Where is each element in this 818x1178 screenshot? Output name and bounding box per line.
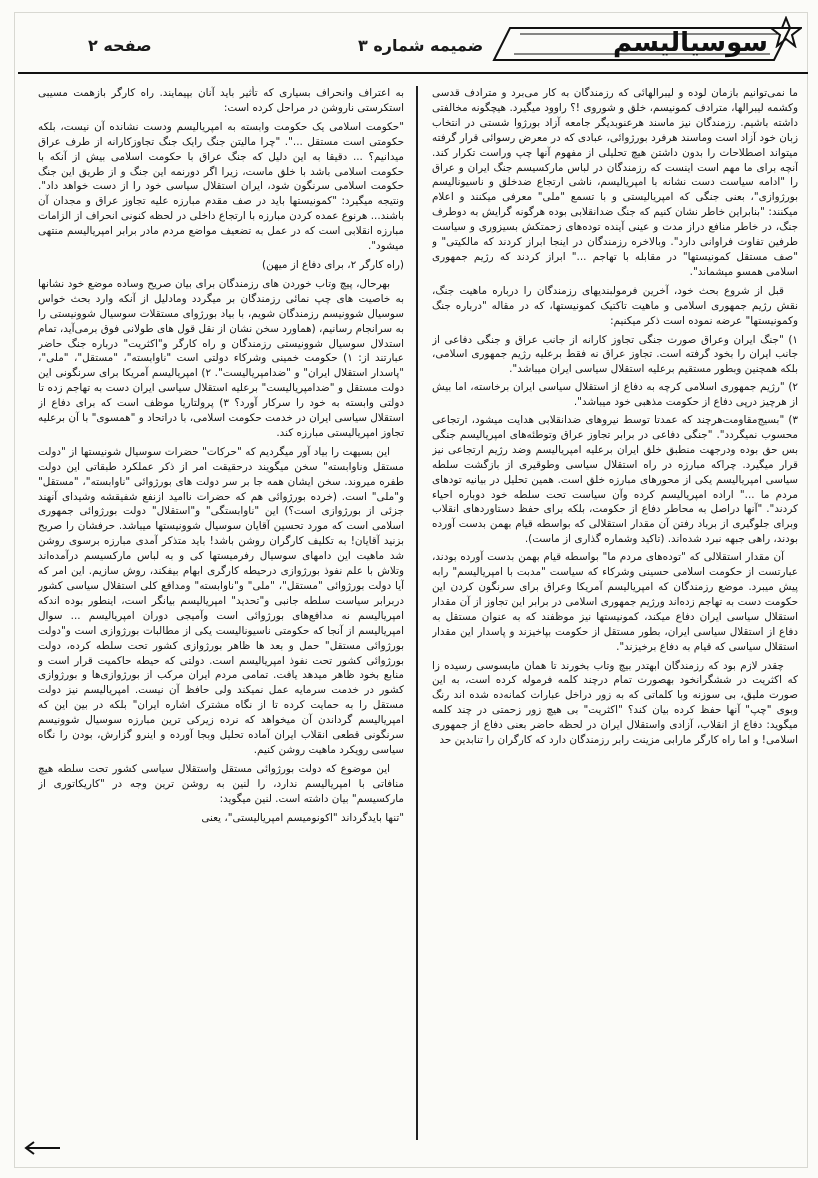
left-paragraph-2: بهرحال، پیچ وتاب خوردن های رزمندگان برای بیان صریح وساده موضع خود نشانها به خاصیت های چپ نمائی رزمندگان بر میگردد ومادلیل از آنکه وارد بحث خواس سوسیال شوونیسم رزمندگان شویم، با بیاد بورژوای مستقلات سوسیال شوونیستی را به سرانجام رسانیم، (هماورد سخن نشان از نقل قول های طولانی فوق برمی‌آید، تمام استدلال سوسیال شوونیستی رزمندگان و راه کارگر و"اکثریت" درباره جنگ حاضر عبارتند از: ۱) حکومت خمینی وشرکاء دولتی است "ناوابسته"، "مستقل"، "ملی"، "پاسدار استقلال ایران" و "ضدامپریالیست". ۲) امپریالیسم آمریکا برای سرنگونی این دولت مستقل و "ضدامپریالیست" برعلیه استقلال سیاسی ایران دست به تهاجم زده تا دولتی وابسته به خود را سرکار آورد؟ ۳) پرولتاریا موظف است که برای دفاع از استقلال سیاسی ایران در خدمت حکومت اسلامی، با دراتحاد و "همسوی" با آن برعلیه تجاوز امپریالیستی مبارزه کند. — [38, 277, 404, 439]
left-column — [38, 86, 404, 1140]
right-list-item-2: ۲) "رژیم جمهوری اسلامی کرچه به دفاع از استقلال سیاسی ایران برخاسته، اما بیش از هرچیز درپی دفاع از حکومت مذهبی خود میباشد". — [432, 381, 798, 409]
left-citation: (راه کارگر ۲، برای دفاع از میهن) — [262, 258, 404, 271]
masthead-title: سوسیالیسم — [612, 28, 768, 58]
right-paragraph-1: ما نمی‌توانیم بازمان لوده و لیبرالهائی که رزمندگان به کار می‌برد و متراد‌ف قدسی وکشمه لیبرالها، مترادف کمونیسم، خلق و شوروی !؟ راوود میگیرد. هیچگونه مخالفتی داشته باشیم. رزمندگان نیز ماسند هرعنوبدیگر جامعه آزاد بورژوا شستی در انتخاب زبان خود آزاد است وماسند هرفرد بورژوائی، عبادی که در معرض رسوائی قرار گرفته میتواند اصطلاحات را بدون داشتن هیچ تحلیلی از مفهوم آنها چپ وراست تکرار کند. آنچه برای ما مهم است اینست که رزمندگان در لباس مارکسیسم جنگ ایران و عراق را "ادامه سیاست دست نشانه با امپریالیسم، ناشی ارتجاع ضدخلق و ناسیونالیسم بورژوازی"، بعنی جنگی که امپریالیستی و با تسمع "ملی" معرفی میکنند و اعلام میکنند: "بنابراین خاطر نشان کنیم که جنگ ضدانقلابی بوده هرگونه گرایش به دوطرف جنگ، در خاطر منافع دراز مدت و عینی آینده توده‌های زحمتکش بسیزوری و سیاست طرفین تفاوت فراوانی دارد". وبالاخره رزمندگان در اینجا ابراز کردند که مالکیتی" و "صف مستقل کمونیستها" در مقابله با تهاجم ..." ابراز کردند که رژیم جمهوری اسلامی همسو میشماند". — [432, 87, 798, 278]
right-paragraph-2: قبل از شروع بحث خود، آخرین فرمولبندیهای رزمندگان را درباره ماهیت جنگ، نقش رژیم جمهوری اسلامی و ماهیت تاکتیک کمونیستها، که در مقاله "درباره جنگ وکمونیستها" عرضه نموده است ذکر میکنیم: — [432, 284, 798, 327]
right-paragraph-3: آن مقدار استقلالی که "توده‌های مردم ما" بواسطه قیام بهمن بدست آورده بودند، عبارتست از حکومت اسلامی حسینی وشرکاء که سیاست "مدبت با امپریالیسم" رابه پیش میبرد. موضع رزمندگان که امپریالیسم آمریکا وعراق برای سرنگون کردن این حکومت دست به تهاجم زده‌اند ورژیم جمهوری اسلامی در برابر این تجاوز از آن مقدار استقلال سیاسی ایران دفاع میکند، کمونیستها نیز موظفند که به عنوان مستقل به دفاع از استقلال سیاسی ایران، بطور مستقل از حکومت بپاخیزند و پاسدار این مقدار استقلال سیاسی که قیام به دفاع برخیزند". — [432, 551, 798, 653]
right-paragraph-4: چقدر لازم بود که رزمندگان ابهتدر بیچ وتاب بخورند تا همان مابسوسی رسیده زا که اکثریت در ششگرانخود بهصورت تمام درچند کلمه فرموله کرده است، به این صورت ملیق، بی سوزنه وبا کلماتی که به زور دراخل عبارات کمانه‌ده شده اند رنگ وبوی "چپ" آنها حفظ کرده بیان کند؟ "اکثریت" بی هیچ زور زحمتی در چند کلمه میگوید: دفاع از انقلاب، آزادی واستقلال ایران در لحظه حاضر بعنی دفاع از جمهوری اسلامی! و اما راه کارگر مارابی مزینت رابر رزمندگان دارد که کارگران را تنابدین حد — [432, 659, 798, 747]
header-rule — [18, 72, 808, 74]
article-columns — [32, 86, 802, 1140]
left-quote-1: "حکومت اسلامی یک حکومت وابسته به امپریالیسم ودست نشانده آن نیست، بلکه حکومتی است مستقل ...". "چرا مالیتن جنگ رایک جنگ تجاوزکارانه از طرف عراق میدانیم؟ ... دقیقا به این دلیل که جنگ عراق با حکومت اسلامی بیش از آنکه با حکومت اسلامی باشد با خلق ماست، زیرا اگر دورنمه این جنگ و از طریق این جنگ حکومت اسلامی سرنگون شود، ایران استقلال سیاسی خود را از دست خواهد داد". ونتیجه میگیرد: "کمونیستها باید در صف مقدم مبارزه علیه تجاوز عراق و مجدان آن باشند... هرنوع عمده کردن مبارزه با ارتجاع داخلی در لحظه کنونی انحراف از الزامات مبارزه انقلابی است که در عمل به تضعیف مواضع مردم مادر برابر امپریالیسم منتهی میشود". — [38, 120, 404, 253]
right-list-item-3: ۳) "بسیج‌مقاومت‌هرچند که عمدتا توسط نیروهای ضدانقلابی هدایت میشود، ارتجاعی محسوب نمیگردد". "جنگی دفاعی در برابر تجاوز عراق وتوطئه‌های امپریالیسم جنگی بس حق بوده ودرجهت منطبق خلق ایران برعلیه امپریالیسم وضد رژیم ارتجاعی نیز قرار میگیرد. چراکه مبارزه در راه استقلال سیاسی وطوقیری از بازگشت سلطه سیاسی امپریالیسم یکی از محورهای مبارزه خلق است. همین تحلیل در بیانیه تودهای مردم ما ..." اراده امپریالیسم کرده وآن سیاست تحت سلطه خود دوباره احیاء کردند". "آنها دراصل به محاطر دفاع از حکومت، بلکه برای حفظ دستاوردهای انقلاب وبرای جلوگیری از برباد رفتن آن مقدار استقلالی که بواسطه قیام بهمن بدست آورده بودند، راهی جبهه نبرد شده‌اند. (تاکید وشماره گذاری از ماست). — [432, 414, 798, 546]
page-number-label: صفحه ۲ — [88, 36, 152, 55]
column-divider — [416, 86, 418, 1140]
left-quote-2: "تنها بایدگرداند "اکونومیسم امپریالیستی"، یعنی — [201, 811, 404, 824]
issue-label: ضمیمه شماره ۳ — [358, 36, 484, 55]
page-header — [18, 14, 808, 76]
right-list-item-1: ۱) "جنگ ایران وعراق صورت جنگی تجاوز کارانه از جانب عراق و جنگی دفاعی از جانب ایران را بخود گرفته است. تجاوز عراق نه فقط برعلیه رژیم جمهوری اسلامی، بلکه همچنین وبطور مستقیم برعلیه استقلال سیاسی ایران میباشد". — [432, 333, 798, 376]
continuation-arrow-icon — [22, 1140, 62, 1156]
right-column — [432, 86, 798, 1140]
left-paragraph-1: به اعتراف وانحراف بسیاری که تأثیر باید آنان بپیمایند. راه کارگر بازهمت مسیبی استکرستی ناروشن در مراحل کرده است: — [38, 87, 404, 114]
star-icon — [770, 16, 802, 48]
left-paragraph-4: این موضوع که دولت بورژوائی مستقل واستقلال سیاسی کشور تحت سلطه هیچ منافاتی با امپریالیسم ندارد، را لنین به روشن ترین وجه در "کاریکاتوری از مارکسیسم" بیان داشته است. لنین میگوید: — [38, 762, 404, 805]
left-paragraph-3: این بسیهت را بیاد آور میگردیم که "حرکات" حضرات سوسیال شونیستها از "دولت مستقل وناوابسته" سخن میگویند درحقیقت امر از ذکر عملکرد طبقاتی این دولت طفره میروند. سخن ایشان همه جا بر سر دولت های بورژوائی "ناوابسته"، "مستقل" و"ملی" است. (خرده بورژوائی هم که حضرات ناامید ازنفع شفیقشه وشیدای آنهند جزئی از بورژوازی است؟) این "ناوابستگی" و"استقلال" دولت بورژوائی جمهوری اسلامی است که مورد تحسین آقایان سوسیال شوونیستها میباشد. حرفشان را صریح بزنید آقایان! به تکلیف کارگران روشن باشد! باید متذکر آمدی مبارزه برسوی روشن شد ماهیت این دامهای سوسیال رفرمیستها کی و به لباس مارکسیسم درآمده‌اند وتلاش با علم نفوذ بورژوازی درحیطه کارگری ابهام بیفکند، روش سازیم. این امر که آیا دولت بورژوائی "مستقل"، "ملی" و"ناوابسته" ومدافع کلی استقلال سیاسی کشور دربرابر سیاست سلطه جانبی و"تحدید" امپریالیسم بیانگر است، اینطور بوده اندکه امپریالیسم نه مدافع‌های بورژوائی است وآمیجی دوران امپریالیسم ... سوال امپریالیسم از آنجا که حکومتی ناسیونالیست یکی از مطالبات بورژوازی است و"دولت بورژوائی مستقل" حمل و بعد ها ظاهر بورژوازی کشور تحت سلطه کرده، دولت بورژوائی کشور تحت نفوذ امپریالیسم است. دولتی که حیطه حاکمیت قرار است و منابع بخود ظاهر میدهد یافت. تمامی مردم ایران مرکب از بورژوازی‌ها و بورژوازی کشور در خدمت سرمایه عمل نمیکند ولی حافظ آن نیست. امپریالیسم نیز دولت مستقل را به حمایت کرده تا از نگاه مشترک اشاره ایران" بلکه در بین این که امپریالیسم گرداندن آن میخواهد که نرده زیرکی ترین مبارزه سوسیال شوونیسم سرنگونی قطعی انقلاب ایران آماده تحلیل وبجا آورده و اینرو گزارش، بودن را نگاه سیاسی رویکرد ماهیت روشن کنیم. — [38, 445, 404, 756]
